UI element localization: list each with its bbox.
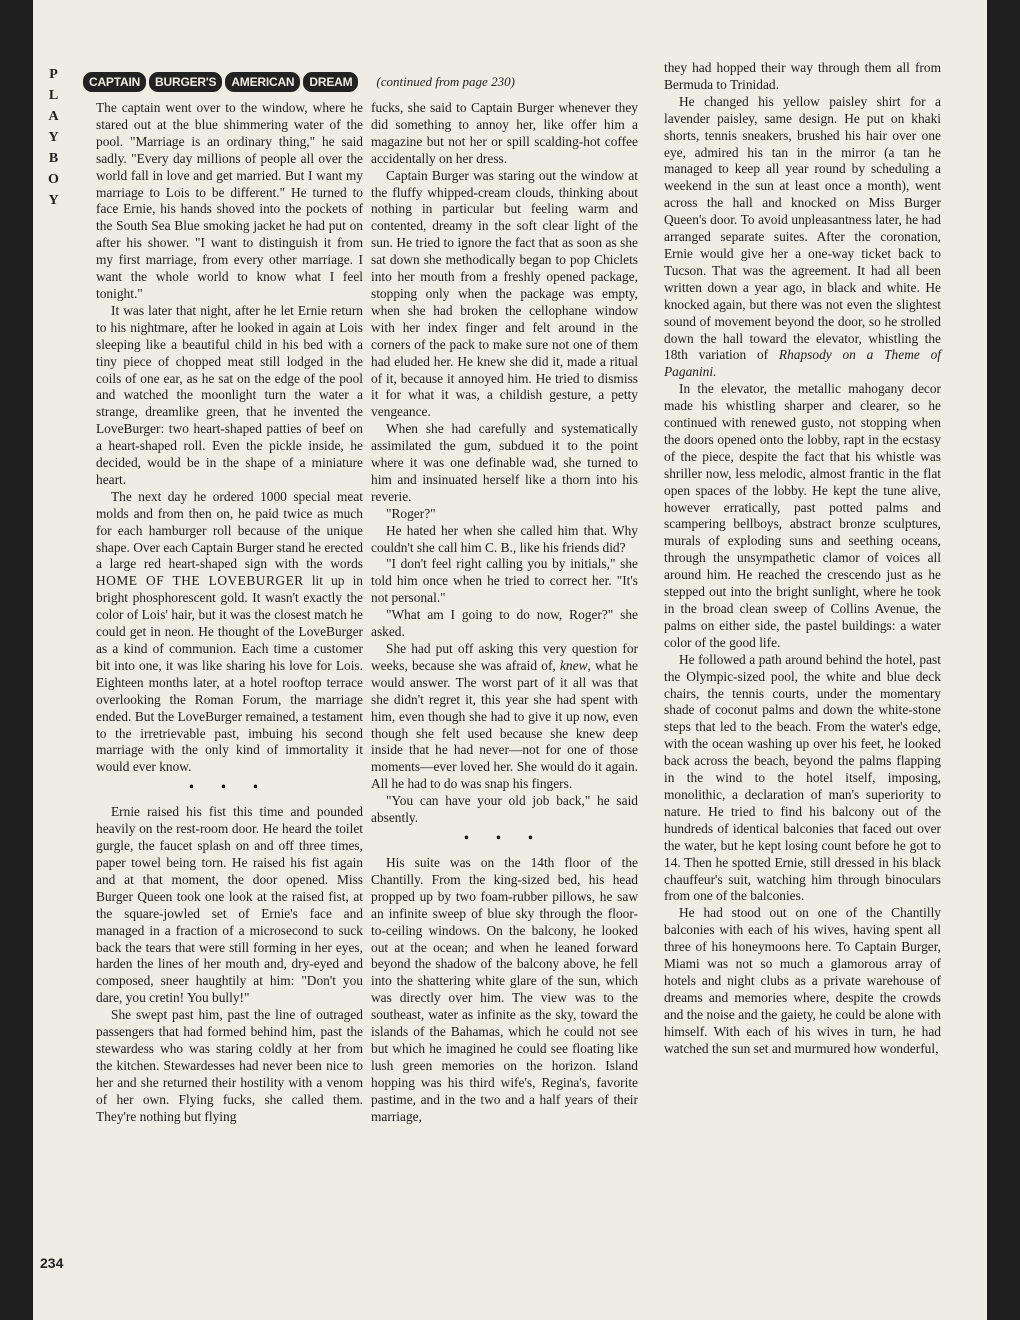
paragraph: fucks, she said to Captain Burger whenever they did something to annoy her, like offer him a magazine but not her or spill scalding-hot coffee accidentally on her dress. xyxy=(371,100,638,166)
paragraph: He followed a path around behind the hotel, past the Olympic-sized pool, the white and blue deck chairs, the tennis courts, under the momentary shade of coconut palms and down the white-stone steps that led to the beach. From the water's edge, with the ocean washing up over his feet, he looked back across the beach, beyond the palms flapping in the wind to the hotel itself, imposing, monolithic, a declaration of man's superiority to nature. He tried to find his balcony out of the hundreds of identical balconies that faced out over the water, but he kept losing count before he got to 14. Then he spotted Ernie, still dressed in his black chauffeur's suit, watching him through binoculars from one of the balconies. xyxy=(664,651,941,904)
logo-word: DREAM xyxy=(303,72,358,92)
magazine-name-letter: Y xyxy=(48,130,62,145)
paragraph: He had stood out on one of the Chantilly balconies with each of his wives, having spent all three of his honeymoons here. To Captain Burger, Miami was not so much a glamorous array of hotels and night clubs as a private warehouse of dreams and memories where, despite the crowds and the noise and the gaiety, he could be alone with himself. With each of his wives in turn, he had watched the sun set and murmured how wonderful, xyxy=(664,905,941,1056)
paragraph: The next day he ordered 1000 special meat molds and from then on, he paid twice as much for each hamburger roll because of the unique shape. Over each Captain Burger stand he erected a large red heart-shaped sign with the words HOME OF THE LOVEBURGER lit up in bright phosphorescent gold. It wasn't exactly the color of Lois' hair, but it was the closest match he could get in neon. He thought of the LoveBurger as a kind of communion. Each time a customer bit into one, it was like sharing his love for Lois. Eighteen months later, at a hotel rooftop terrace overlooking the Roman Forum, the marriage ended. But the LoveBurger remained, a testament to the irretrievable past, imbuing his second marriage with the only kind of immortality it would ever know. xyxy=(96,488,364,775)
magazine-page xyxy=(33,0,987,1320)
magazine-name-vertical xyxy=(41,64,69,211)
emphasis: knew xyxy=(559,657,588,673)
paragraph: His suite was on the 14th floor of the Chantilly. From the king-sized bed, his head propped up by two foam-rubber pillows, he saw an infinite sweep of blue sky through the floor-to-ceiling windows. On the balcony, he looked out at the ocean; and when he leaned forward beyond the shadow of the balcony above, he fell into the shattering white glare of the sun, which was directly over him. The view was to the southeast, water as infinite as the sky, toward the islands of the Bahamas, which he could not see but which he imagined he could see floating like lush green memories on the horizon. Island hopping was his third wife's, Regina's, favorite pastime, and in the two and a half years of their marriage, xyxy=(371,854,638,1124)
paragraph: The captain went over to the window, where he stared out at the blue shimmering water of the pool. "Marriage is an ordinary thing," he said sadly. "Every day millions of people all over the world fall in love and get married. But I want my marriage to Lois to be different." He turned to face Ernie, his hands shoved into the pockets of the South Sea Blue smoking jacket he had put on after his shower. "I want to distinguish it from my first marriage, from every other marriage. I want the whole world to know what I feel tonight." xyxy=(96,100,363,301)
paragraph: It was later that night, after he let Ernie return to his nightmare, after he looked in again at Lois sleeping like a beautiful child in his bed with a tiny piece of chopped meat still lodged in the coils of one ear, as he sat on the edge of the pool and watched the moonlight turn the water a strange, dreamlike green, that he invented the LoveBurger: two heart-shaped patties of beef on a heart-shaped roll. Even the pickle inside, he decided, would be in the shape of a miniature heart. xyxy=(96,302,363,487)
continued-note: (continued from page 230) xyxy=(376,74,515,89)
paragraph: "Roger?" xyxy=(386,505,436,521)
paragraph: When she had carefully and systematically assimilated the gum, subdued it to the point where it was one definable wad, she turned to him and insinuated herself like a thorn into his reverie. xyxy=(371,421,638,504)
section-separator: • • • xyxy=(189,779,270,795)
logo-word: AMERICAN xyxy=(225,72,300,92)
text-column-1 xyxy=(96,100,363,1125)
magazine-name-letter: L xyxy=(48,88,62,103)
article-header xyxy=(83,70,515,94)
text-column-2 xyxy=(371,100,638,1125)
magazine-name-letter: Y xyxy=(48,193,62,208)
paragraph: "What am I going to do now, Roger?" she asked. xyxy=(371,607,638,640)
paragraph: "You can have your old job back," he said absently. xyxy=(371,793,638,826)
paragraph: Ernie raised his fist this time and pounded heavily on the rest-room door. He heard the toilet gurgle, the faucet splash on and off three times, paper towel being torn. He raised his fist again and at that moment, the door opened. Miss Burger Queen took one look at the raised fist, at the square-jowled set of Ernie's face and managed in a fraction of a microsecond to suck back the tears that were still forming in her eyes, harden the lines of her mouth and, dry-eyed and composed, sneer haughtily at him: "Don't you dare, you cretin! You bully!" xyxy=(96,804,363,1006)
paragraph: He hated her when she called him that. Why couldn't she call him C. B., like his friends did? xyxy=(371,522,638,555)
logo-word: BURGER'S xyxy=(149,72,222,92)
paragraph: In the elevator, the metallic mahogany decor made his whistling sharper and clearer, so he continued with renewed gusto, not stopping when the doors opened onto the lobby, rapt in the ecstasy of the piece, despite the fact that his whistle was shriller now, less melodic, almost frantic in the flat open spaces of the lobby. He kept the tune alive, however erratically, past potted palms and scampering bellboys, abstract bronze sculptures, murals of exploding suns and seething oceans, through the unsympathetic clamor of voices all around him. He reached the crescendo just as he stepped out into the bright sunlight, where he took in the broad clean sweep of Collins Avenue, the palms on either side, the pastel buildings: a water color of the good life. xyxy=(664,381,941,650)
text-column-3 xyxy=(664,60,941,1057)
paragraph: She had put off asking this very question for weeks, because she was afraid of, knew, what he would answer. The worst part of it all was that she didn't regret it, this year she had spent with him, even though she had to give it up now, even though she felt used because she knew deep inside that he had never—not for one of those moments—ever loved her. She would do it again. All he had to do was snap his fingers. xyxy=(371,641,638,792)
paragraph: Captain Burger was staring out the window at the fluffy whipped-cream clouds, thinking about nothing in particular but feeling warm and contented, dreamy in the soft clear light of the sun. He tried to ignore the fact that as soon as she sat down she methodically began to pop Chiclets into her mouth from a freshly opened package, stopping only when the package was empty, when she had broken the cellophane window with her index finger and felt around in the corners of the pack to make sure not one of them had eluded her. He knew she did it, made a ritual of it, because it annoyed him. He tried to dismiss it for what it was, a childish gesture, a petty vengeance. xyxy=(371,167,638,420)
paragraph: they had hopped their way through them all from Bermuda to Trinidad. xyxy=(664,60,941,92)
emphasis: Rhapsody on a Theme of Paganini. xyxy=(664,347,941,380)
magazine-name-letter: O xyxy=(48,172,62,187)
section-separator: • • • xyxy=(464,829,545,845)
sign-text: HOME OF THE LOVEBURGER xyxy=(96,573,304,589)
magazine-name-letter: B xyxy=(48,151,62,166)
paragraph: "I don't feel right calling you by initials," she told him once when he tried to correct her. "It's not personal." xyxy=(371,556,638,606)
article-title-logo xyxy=(83,72,358,92)
paragraph: She swept past him, past the line of outraged passengers that had formed behind him, past the stewardess who was staring coldly at her from the kitchen. Stewardesses had never been nice to her and she returned their hostility with a venom of her own. Flying fucks, she called them. They're nothing but flying xyxy=(96,1007,363,1124)
page-number: 234 xyxy=(40,1255,64,1271)
paragraph: He changed his yellow paisley shirt for a lavender paisley, same design. He put on khaki shorts, tennis sneakers, brushed his hair over one eye, admired his tan in the mirror (a tan he managed to keep all year round by scheduling a weekend in the sun at least once a month), went across the hall and knocked on Miss Burger Queen's door. To avoid unpleasantness later, he had arranged separate suites. After the coronation, Ernie would give her a one-way ticket back to Tucson. That was the agreement. It had all been written down a year ago, in black and white. He knocked again, but there was not even the slightest sound of movement beyond the door, so he strolled down the hall toward the elevator, whistling the 18th variation of Rhapsody on a Theme of Paganini. xyxy=(664,93,941,380)
magazine-name-letter: P xyxy=(49,67,61,82)
magazine-name-letter: A xyxy=(48,109,62,124)
logo-word: CAPTAIN xyxy=(83,72,146,92)
